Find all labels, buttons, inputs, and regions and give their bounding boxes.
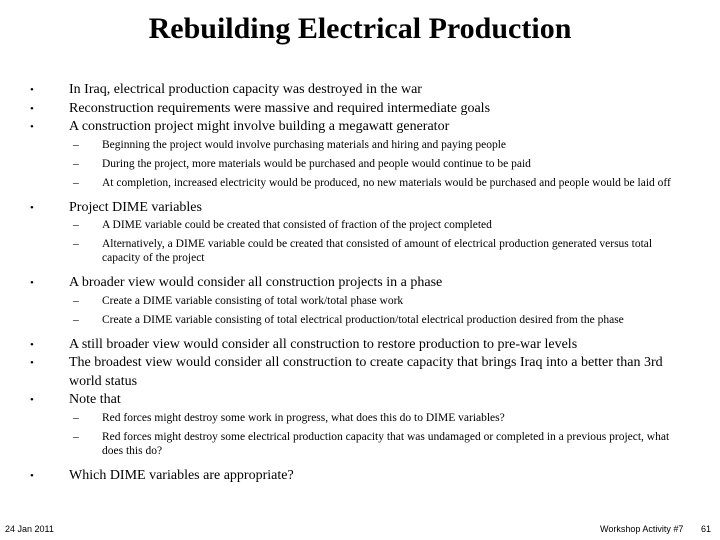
slide-content [30, 81, 680, 485]
footer-activity: Workshop Activity #7 [600, 524, 684, 534]
bullet-marker: • [30, 102, 34, 115]
bullet-text: In Iraq, electrical production capacity was destroyed in the war [69, 82, 422, 97]
bullet-text: Reconstruction requirements were massive and required intermediate goals [69, 100, 491, 116]
dash-marker: – [73, 157, 79, 170]
bullet-marker: • [30, 338, 34, 351]
sub-bullet-text: Create a DIME variable consisting of total electrical production/total electrical production desired from the phase [102, 313, 624, 326]
bullet-text: Which DIME variables are appropriate? [69, 467, 294, 483]
sub-bullet-text: Red forces might destroy some work in progress, what does this do to DIME variables? [102, 411, 505, 424]
bullet-item [30, 81, 680, 100]
bullet-item [30, 354, 680, 391]
sub-bullet-text: At completion, increased electricity would be produced, no new materials would be purchased and people would be laid off [102, 176, 671, 189]
bullet-marker: • [30, 357, 34, 369]
bullet-text: The broadest view would consider all construction to create capacity that brings Iraq into a better than 3rd world status [69, 355, 663, 389]
bullet-item [30, 336, 680, 355]
dash-marker: – [73, 176, 79, 189]
bullet-text: Project DIME variables [69, 199, 202, 215]
sub-bullet-item [30, 313, 680, 327]
sub-bullet-text: Beginning the project would involve purchasing materials and hiring and paying people [102, 138, 506, 151]
footer-page-number: 61 [701, 524, 712, 534]
bullet-text: A construction project might involve building a megawatt generator [69, 119, 450, 134]
bullet-item [30, 274, 680, 293]
sub-bullet-item [30, 294, 680, 308]
sub-bullet-item [30, 138, 680, 152]
bullet-marker: • [30, 277, 34, 289]
dash-marker: – [73, 313, 79, 326]
bullet-text: Note that [69, 392, 121, 407]
dash-marker: – [73, 238, 79, 250]
dash-marker: – [73, 294, 79, 307]
sub-bullet-item [30, 411, 680, 425]
bullet-marker: • [30, 394, 34, 406]
bullet-item [30, 391, 680, 410]
bullet-text: A still broader view would consider all construction to restore production to pre-war levels [69, 336, 578, 352]
sub-bullet-text: A DIME variable could be created that consisted of fraction of the project completed [102, 219, 492, 231]
footer-date: 24 Jan 2011 [5, 524, 54, 534]
sub-bullet-text: Alternatively, a DIME variable could be created that consisted of amount of electrical production generated versus total capacity of the project [102, 238, 653, 264]
bullet-item [30, 467, 680, 486]
dash-marker: – [73, 411, 79, 424]
sub-bullet-text: Create a DIME variable consisting of total work/total phase work [102, 294, 404, 307]
sub-bullet-text: During the project, more materials would be purchased and people would continue to be paid [102, 157, 531, 170]
sub-bullet-item [30, 430, 680, 458]
dash-marker: – [73, 430, 79, 443]
bullet-marker: • [30, 201, 34, 214]
dash-marker: – [73, 138, 79, 151]
sub-bullet-item [30, 218, 680, 232]
bullet-item [30, 100, 680, 119]
bullet-item [30, 199, 680, 218]
slide-title: Rebuilding Electrical Production [148, 12, 572, 45]
bullet-text: A broader view would consider all construction projects in a phase [69, 275, 443, 290]
bullet-marker: • [30, 84, 34, 96]
sub-bullet-item [30, 237, 680, 265]
sub-bullet-item [30, 176, 680, 190]
bullet-marker: • [30, 469, 34, 482]
bullet-marker: • [30, 121, 34, 133]
bullet-item [30, 118, 680, 137]
sub-bullet-text: Red forces might destroy some electrical production capacity that was undamaged or completed in a previous project, what does this do? [102, 430, 670, 457]
sub-bullet-item [30, 157, 680, 171]
dash-marker: – [73, 219, 79, 231]
